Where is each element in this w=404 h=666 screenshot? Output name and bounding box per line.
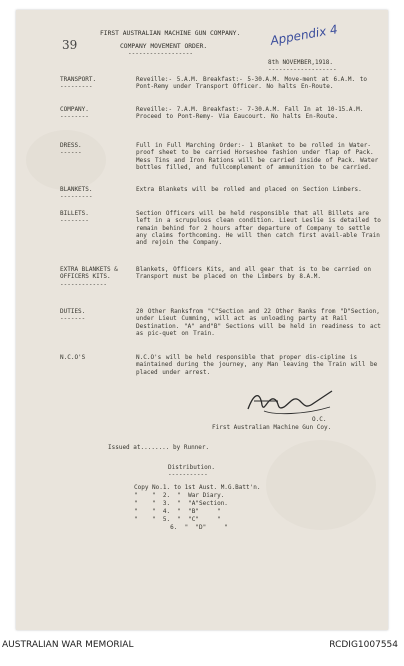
distribution-row: " " 3. " "A"Section. [134,500,228,507]
distribution-row: 6. " "D" " [134,524,228,531]
company-heading: FIRST AUSTRALIAN MACHINE GUN COMPANY. [100,30,241,37]
section-label: N.C.O'S [60,354,86,361]
section-text-ncos: N.C.O's will be held responsible that proper dis-cipline is maintained during the journey, any Man leaving the Train will be placed under arrest. [136,354,378,376]
section-label-ncos [60,354,118,361]
section-label-company [60,106,118,121]
distribution-row: " " 5. " "C" " [134,516,221,523]
distribution-underline: ----------- [168,471,208,478]
label-underline: ------------- [60,280,107,288]
signature-unit: First Australian Machine Gun Coy. [212,424,332,431]
issued-line: Issued at........ by Runner. [108,444,210,451]
section-label-dress [60,142,118,157]
label-underline: --------- [60,83,93,91]
label-underline: ------- [60,315,86,323]
handwritten-signature [244,385,336,419]
distribution-row: Copy No.1. to 1st Aust. M.G.Batt'n. [134,484,261,491]
paper-stain [266,440,376,530]
signature-title: O.C. [312,416,327,423]
section-label-transport [60,76,118,91]
order-date: 8th NOVEMBER,1918. [268,59,334,66]
label-underline: -------- [60,217,89,225]
section-text-billets: Section Officers will be held responsible that all Billets are left in a scrupulous clean condition. Lieut Leslie is detailed to remain behind for 2 hours after departure of Company to settle any claims forthcoming. He will then catch first avail-able Train and rejoin the Company. [136,210,381,247]
paper-stain [26,130,106,190]
section-text-extra-blankets: Blankets, Officers Kits, and all gear that is to be carried on Transport must be placed on the Limbers by 8.A.M. [136,266,371,281]
label-underline: ------ [60,149,82,157]
section-label: EXTRA BLANKETS & OFFICERS KITS. [60,266,118,281]
section-text-duties: 20 Other Ranksfrom "C"Section and 22 Other Ranks from "D"Section, under Lieut Cumming, will act as unloading party at Rail Destination. "A" and"B" Sections will be held in readiness to act as pic-quet on Train. [136,308,381,337]
title-underline: ------------------ [128,50,194,57]
section-text-dress: Full in Full Marching Order:- 1 Blanket to be rolled in Water-proof sheet to be carried Horseshoe fashion under flap of Pack. Mess Tins and Iron Rations will be carried inside of Pack. Water bottles filled, and fullcomplement of ammunition to be carried. [136,142,379,171]
distribution-title: Distribution. [168,464,215,471]
distribution-row: " " 2. " War Diary. [134,492,225,499]
document-page [16,10,388,630]
section-label: TRANSPORT. [60,76,97,83]
section-label-extra-blankets [60,266,130,288]
section-text-company: Reveille:- 7.A.M. Breakfast:- 7-30.A.M. Fall In at 10-15.A.M. Proceed to Pont-Remy- Via Eaucourt. No halts En-Route. [136,106,364,121]
section-label: DUTIES. [60,308,86,315]
order-title: COMPANY MOVEMENT ORDER. [120,43,208,50]
archive-record-id: RCDIG1007554 [329,640,398,650]
appendix-annotation: Appendix 4 [269,22,339,48]
section-label: COMPANY. [60,106,89,113]
section-label-duties [60,308,118,323]
label-underline: -------- [60,113,89,121]
section-text-transport: Reveille:- 5.A.M. Breakfast:- 5-30.A.M. Move-ment at 6.A.M. to Pont-Remy under Transport Officer. No halts En-Route. [136,76,367,91]
section-label: DRESS. [60,142,82,149]
archive-credit: AUSTRALIAN WAR MEMORIAL [2,640,134,650]
section-label: BILLETS. [60,210,89,217]
label-underline: --------- [60,193,93,201]
page-number: 39 [62,38,78,52]
distribution-row: " " 4. " "B" " [134,508,221,515]
section-label-blankets [60,186,118,201]
date-underline: ------------------- [268,66,337,73]
section-label-billets [60,210,118,225]
section-label: BLANKETS. [60,186,93,193]
section-text-blankets: Extra Blankets will be rolled and placed on Section Limbers. [136,186,362,193]
